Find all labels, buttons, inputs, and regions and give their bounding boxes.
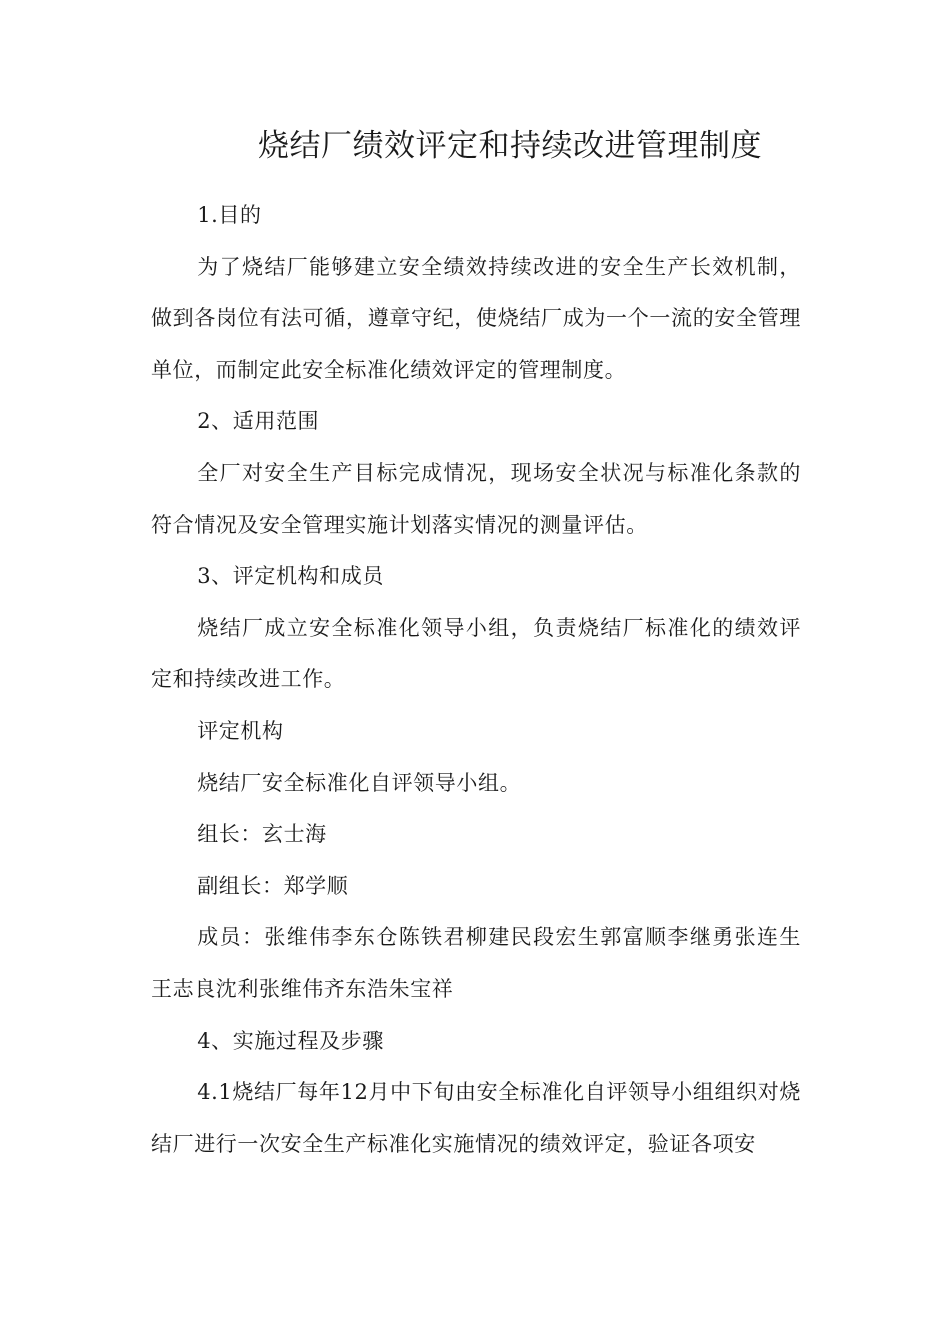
- document-title: 烧结厂绩效评定和持续改进管理制度: [258, 128, 762, 164]
- paragraph-purpose: 为了烧结厂能够建立安全绩效持续改进的安全生产长效机制，做到各岗位有法可循，遵章守纪，使烧结厂成为一个一流的安全管理单位，而制定此安全标准化绩效评定的管理制度。: [151, 254, 801, 382]
- section-heading-process: 4、实施过程及步骤: [197, 1028, 384, 1053]
- team-leader: 组长：玄士海: [197, 822, 327, 847]
- paragraph-organization: 烧结厂成立安全标准化领导小组，负责烧结厂标准化的绩效评定和持续改进工作。: [151, 615, 801, 692]
- section-heading-purpose: 1.目的: [197, 203, 262, 227]
- paragraph-evaluation-body: 烧结厂安全标准化自评领导小组。: [197, 770, 522, 795]
- subheading-evaluation-body: 评定机构: [197, 718, 284, 743]
- paragraph-process-4-1: 4.1烧结厂每年12月中下旬由安全标准化自评领导小组组织对烧结厂进行一次安全生产标准化实施情况的绩效评定，验证各项安: [151, 1080, 801, 1156]
- team-deputy-leader: 副组长：郑学顺: [197, 873, 349, 898]
- section-heading-organization: 3、评定机构和成员: [197, 564, 384, 589]
- team-members: 成员：张维伟李东仓陈铁君柳建民段宏生郭富顺李继勇张连生王志良沈利张维伟齐东浩朱宝祥: [151, 925, 801, 1001]
- paragraph-scope: 全厂对安全生产目标完成情况，现场安全状况与标准化条款的符合情况及安全管理实施计划落实情况的测量评估。: [151, 460, 801, 537]
- document-body: [151, 190, 801, 1170]
- section-heading-scope: 2、适用范围: [197, 409, 320, 434]
